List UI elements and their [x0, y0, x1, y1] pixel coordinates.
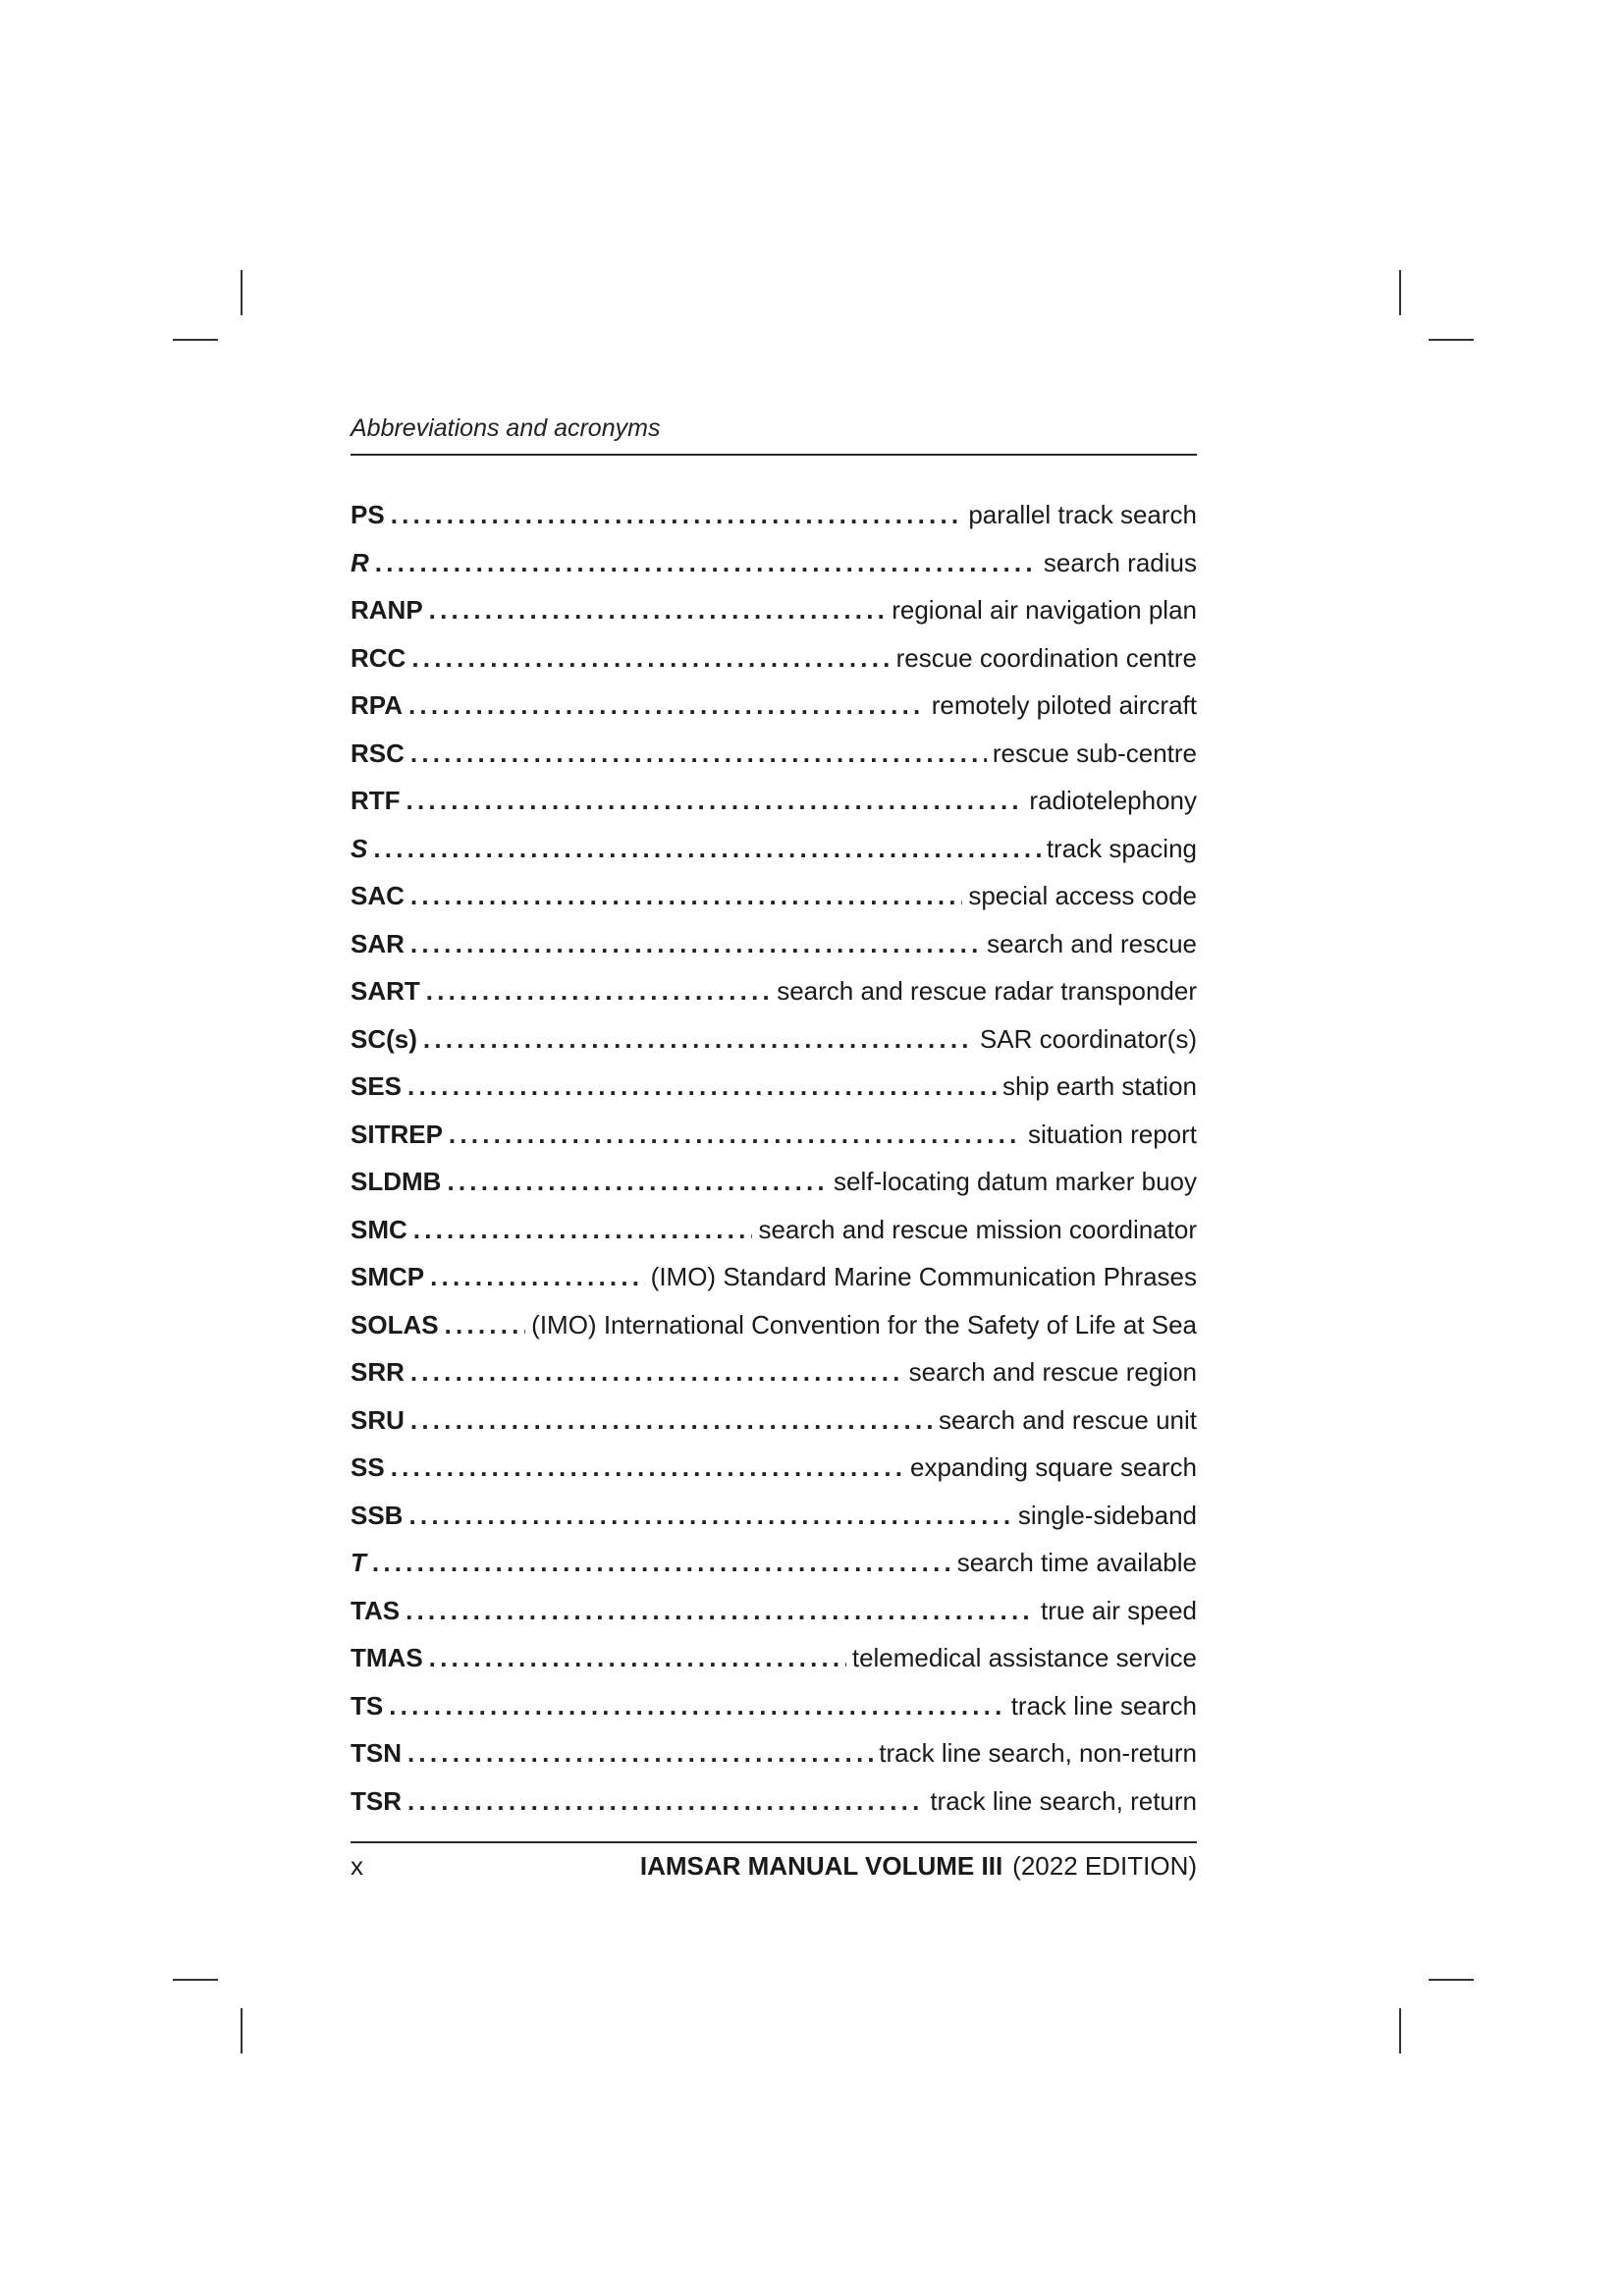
abbreviation: SRU [351, 1404, 405, 1435]
definition: remotely piloted aircraft [931, 690, 1197, 720]
list-item [351, 777, 1197, 825]
abbreviation: T [351, 1548, 366, 1577]
dot-leader [391, 491, 963, 538]
dot-leader [426, 967, 771, 1014]
list-item [351, 1587, 1197, 1635]
abbreviation: TAS [351, 1595, 401, 1625]
crop-mark [1399, 2008, 1401, 2053]
list-item [351, 1777, 1197, 1826]
dot-leader [411, 634, 890, 682]
dot-leader [447, 1158, 828, 1205]
abbreviation: SOLAS [351, 1309, 439, 1339]
definition: parallel track search [968, 500, 1197, 529]
abbreviation-list [351, 491, 1197, 1825]
definition: track spacing [1046, 833, 1197, 863]
list-item [351, 967, 1197, 1015]
definition: track line search [1010, 1690, 1197, 1721]
edition-label: (2022 EDITION) [1012, 1851, 1197, 1881]
definition: rescue sub-centre [992, 738, 1197, 768]
abbreviation: RTF [351, 786, 401, 815]
list-item [351, 920, 1197, 968]
page-number: x [351, 1851, 363, 1881]
dot-leader [410, 872, 962, 919]
manual-title: IAMSAR MANUAL VOLUME III [639, 1851, 1003, 1881]
dot-leader [410, 1348, 903, 1395]
abbreviation: SSB [351, 1500, 404, 1530]
list-item [351, 825, 1197, 873]
list-item [351, 682, 1197, 730]
dot-leader [429, 586, 887, 633]
dot-leader [445, 1301, 526, 1348]
list-item [351, 1063, 1197, 1111]
definition: radiotelephony [1029, 786, 1197, 815]
dot-leader [410, 920, 981, 967]
page-footer [351, 1841, 1197, 1882]
dot-leader [372, 1539, 951, 1586]
definition: regional air navigation plan [892, 595, 1197, 625]
list-item [351, 1301, 1197, 1349]
list-item [351, 1492, 1197, 1540]
dot-leader [429, 1634, 846, 1681]
crop-mark [173, 339, 218, 341]
list-item [351, 1682, 1197, 1730]
abbreviation: R [351, 547, 369, 577]
list-item [351, 586, 1197, 634]
dot-leader [406, 777, 1024, 824]
abbreviation: SS [351, 1452, 385, 1482]
dot-leader [408, 682, 926, 729]
dot-leader [430, 1253, 645, 1300]
abbreviation: TSN [351, 1738, 402, 1768]
list-item [351, 1158, 1197, 1206]
list-item [351, 1539, 1197, 1587]
dot-leader [407, 1729, 873, 1777]
abbreviation: SES [351, 1071, 403, 1101]
list-item [351, 730, 1197, 778]
section-title: Abbreviations and acronyms [351, 414, 661, 442]
abbreviation: SC(s) [351, 1023, 417, 1054]
dot-leader [408, 1492, 1011, 1539]
dot-leader [375, 539, 1038, 586]
abbreviation: SAC [351, 881, 405, 910]
footer-title [640, 1851, 1197, 1882]
crop-mark [1429, 1979, 1474, 1981]
list-item [351, 634, 1197, 683]
definition: SAR coordinator(s) [979, 1023, 1197, 1054]
abbreviation: RSC [351, 738, 405, 768]
list-item [351, 1253, 1197, 1301]
abbreviation: SLDMB [351, 1167, 442, 1196]
dot-leader [391, 1444, 904, 1491]
definition: (IMO) Standard Marine Communication Phrases [650, 1262, 1197, 1291]
dot-leader [423, 1015, 974, 1063]
list-item [351, 1111, 1197, 1159]
definition: true air speed [1041, 1595, 1197, 1625]
list-item [351, 1206, 1197, 1254]
crop-mark [241, 270, 243, 315]
crop-mark [241, 2008, 243, 2053]
crop-mark [1399, 270, 1401, 315]
definition: search and rescue region [908, 1357, 1197, 1387]
list-item [351, 1729, 1197, 1777]
list-item [351, 1634, 1197, 1682]
abbreviation: TMAS [351, 1643, 423, 1672]
definition: situation report [1028, 1119, 1197, 1149]
abbreviation: RPA [351, 690, 403, 720]
definition: search and rescue unit [938, 1404, 1197, 1435]
abbreviation: TS [351, 1690, 384, 1721]
abbreviation: SRR [351, 1357, 405, 1387]
abbreviation: TSR [351, 1785, 402, 1816]
list-item [351, 539, 1197, 587]
definition: search time available [956, 1548, 1197, 1577]
running-header [351, 410, 1197, 456]
abbreviation: SMCP [351, 1262, 425, 1291]
definition: search and rescue radar transponder [777, 976, 1197, 1006]
list-item [351, 1015, 1197, 1064]
abbreviation: S [351, 833, 368, 863]
dot-leader [410, 1396, 933, 1444]
definition: search radius [1043, 547, 1197, 577]
crop-mark [173, 1979, 218, 1981]
abbreviation: SART [351, 976, 420, 1006]
definition: special access code [968, 881, 1197, 910]
abbreviation: PS [351, 500, 385, 529]
dot-leader [410, 730, 987, 777]
definition: track line search, return [930, 1785, 1197, 1816]
dot-leader [449, 1111, 1022, 1158]
abbreviation: RCC [351, 642, 406, 673]
abbreviation: RANP [351, 595, 423, 625]
abbreviation: SAR [351, 928, 405, 958]
dot-leader [406, 1587, 1035, 1634]
definition: expanding square search [910, 1452, 1197, 1482]
list-item [351, 491, 1197, 539]
definition: ship earth station [1001, 1071, 1197, 1101]
dot-leader [389, 1682, 1004, 1729]
abbreviation: SMC [351, 1214, 407, 1244]
dot-leader [413, 1206, 753, 1253]
abbreviation: SITREP [351, 1119, 443, 1149]
definition: track line search, non-return [879, 1738, 1197, 1768]
list-item [351, 1396, 1197, 1445]
crop-mark [1429, 339, 1474, 341]
dot-leader [407, 1063, 997, 1110]
definition: (IMO) International Convention for the Safety of Life at Sea [531, 1309, 1197, 1339]
definition: telemedical assistance service [851, 1643, 1197, 1672]
definition: single-sideband [1017, 1500, 1197, 1530]
definition: search and rescue mission coordinator [758, 1214, 1197, 1244]
dot-leader [373, 825, 1040, 872]
definition: self-locating datum marker buoy [834, 1167, 1197, 1196]
definition: rescue coordination centre [895, 642, 1197, 673]
list-item [351, 872, 1197, 920]
dot-leader [407, 1777, 924, 1825]
list-item [351, 1444, 1197, 1492]
list-item [351, 1348, 1197, 1396]
definition: search and rescue [987, 928, 1197, 958]
